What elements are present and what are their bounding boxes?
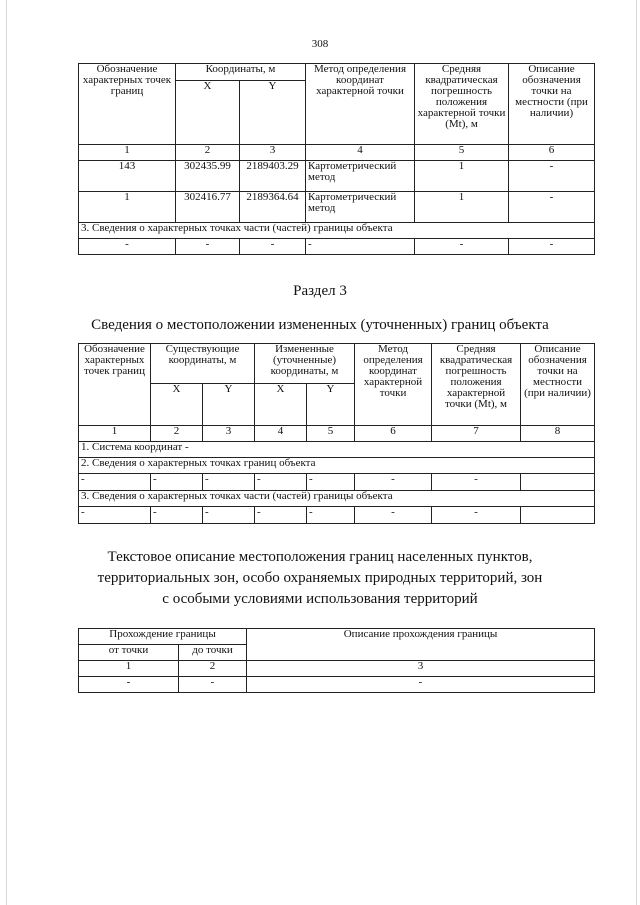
cell-empty bbox=[521, 474, 595, 491]
heading-line: с особыми условиями использования территорий bbox=[162, 591, 478, 607]
header-y: Y bbox=[307, 384, 355, 426]
column-numbers-row bbox=[79, 426, 595, 442]
col-num: 2 bbox=[179, 661, 247, 677]
cell-empty: - bbox=[255, 474, 307, 491]
cell-point: 1 bbox=[79, 192, 176, 223]
cell-x: 302435.99 bbox=[176, 161, 240, 192]
section-title: Раздел 3 bbox=[293, 283, 347, 299]
cell-empty: - bbox=[432, 507, 521, 524]
section-row: 3. Сведения о характерных точках части (частей) границы объекта bbox=[79, 223, 595, 239]
cell-empty: - bbox=[255, 507, 307, 524]
header-x: X bbox=[151, 384, 203, 426]
table-row bbox=[79, 239, 595, 255]
col-num: 1 bbox=[79, 661, 179, 677]
header-desc: Описание обозначения точки на местности (при наличии) bbox=[509, 64, 595, 145]
col-num: 1 bbox=[79, 426, 151, 442]
text-description-heading bbox=[0, 547, 640, 610]
header-point: Обозначение характерных точек границ bbox=[79, 64, 176, 145]
header-to-point: до точки bbox=[179, 645, 247, 661]
header-error: Средняя квадратическая погрешность положения характерной точки (Mt), м bbox=[432, 344, 521, 426]
header-from-point: от точки bbox=[79, 645, 179, 661]
header-passage: Прохождение границы bbox=[79, 629, 247, 645]
changed-boundaries-table bbox=[78, 343, 595, 524]
cell-empty: - bbox=[79, 677, 179, 693]
cell-desc: - bbox=[509, 161, 595, 192]
header-changed: Измененные (уточненные) координаты, м bbox=[255, 344, 355, 384]
cell-empty: - bbox=[509, 239, 595, 255]
table-row bbox=[79, 192, 595, 223]
col-num: 3 bbox=[247, 661, 595, 677]
header-existing: Существующие координаты, м bbox=[151, 344, 255, 384]
table-row bbox=[79, 474, 595, 491]
col-num: 3 bbox=[240, 145, 306, 161]
page-number: 308 bbox=[311, 38, 329, 50]
column-numbers-row bbox=[79, 145, 595, 161]
cell-empty: - bbox=[307, 507, 355, 524]
cell-empty: - bbox=[203, 474, 255, 491]
page-edge-left bbox=[6, 0, 7, 905]
col-num: 8 bbox=[521, 426, 595, 442]
boundary-description-table bbox=[78, 628, 595, 693]
header-method: Метод определения координат характерной точки bbox=[355, 344, 432, 426]
col-num: 2 bbox=[151, 426, 203, 442]
table-row bbox=[79, 507, 595, 524]
cell-empty: - bbox=[415, 239, 509, 255]
section-row: 3. Сведения о характерных точках части (частей) границы объекта bbox=[79, 491, 595, 507]
cell-empty: - bbox=[79, 474, 151, 491]
cell-empty: - bbox=[176, 239, 240, 255]
cell-method: Картометрический метод bbox=[306, 192, 415, 223]
header-error: Средняя квадратическая погрешность положения характерной точки (Mt), м bbox=[415, 64, 509, 145]
cell-point: 143 bbox=[79, 161, 176, 192]
cell-empty: - bbox=[240, 239, 306, 255]
header-method: Метод определения координат характерной точки bbox=[306, 64, 415, 145]
col-num: 6 bbox=[509, 145, 595, 161]
cell-y: 2189364.64 bbox=[240, 192, 306, 223]
col-num: 4 bbox=[255, 426, 307, 442]
cell-method: Картометрический метод bbox=[306, 161, 415, 192]
cell-x: 302416.77 bbox=[176, 192, 240, 223]
col-num: 4 bbox=[306, 145, 415, 161]
cell-empty: - bbox=[355, 507, 432, 524]
coordinate-system-row: 1. Система координат - bbox=[79, 442, 595, 458]
points-table bbox=[78, 63, 595, 255]
cell-empty: - bbox=[307, 474, 355, 491]
cell-empty: - bbox=[247, 677, 595, 693]
cell-empty: - bbox=[151, 474, 203, 491]
col-num: 7 bbox=[432, 426, 521, 442]
cell-empty: - bbox=[432, 474, 521, 491]
col-num: 6 bbox=[355, 426, 432, 442]
table-row bbox=[79, 677, 595, 693]
header-y: Y bbox=[240, 81, 306, 145]
header-x: X bbox=[176, 81, 240, 145]
cell-empty: - bbox=[79, 239, 176, 255]
header-y: Y bbox=[203, 384, 255, 426]
header-point: Обозначение характерных точек границ bbox=[79, 344, 151, 426]
cell-empty: - bbox=[79, 507, 151, 524]
header-coords: Координаты, м bbox=[176, 64, 306, 81]
heading-line: территориальных зон, особо охраняемых природных территорий, зон bbox=[97, 570, 543, 586]
col-num: 5 bbox=[307, 426, 355, 442]
header-x: X bbox=[255, 384, 307, 426]
section-row: 2. Сведения о характерных точках границ объекта bbox=[79, 458, 595, 474]
cell-empty: - bbox=[151, 507, 203, 524]
cell-error: 1 bbox=[415, 161, 509, 192]
cell-empty: - bbox=[179, 677, 247, 693]
header-description: Описание прохождения границы bbox=[247, 629, 595, 661]
cell-empty: - bbox=[355, 474, 432, 491]
cell-empty bbox=[521, 507, 595, 524]
heading-line: Текстовое описание местоположения границ населенных пунктов, bbox=[107, 549, 533, 565]
col-num: 5 bbox=[415, 145, 509, 161]
header-desc: Описание обозначения точки на местности (при наличии) bbox=[521, 344, 595, 426]
page-edge-right bbox=[636, 0, 637, 905]
section-subtitle: Сведения о местоположении измененных (уточненных) границ объекта bbox=[91, 317, 549, 333]
col-num: 2 bbox=[176, 145, 240, 161]
column-numbers-row bbox=[79, 661, 595, 677]
col-num: 3 bbox=[203, 426, 255, 442]
cell-error: 1 bbox=[415, 192, 509, 223]
col-num: 1 bbox=[79, 145, 176, 161]
cell-empty: - bbox=[306, 239, 415, 255]
table-row bbox=[79, 161, 595, 192]
cell-empty: - bbox=[203, 507, 255, 524]
cell-desc: - bbox=[509, 192, 595, 223]
cell-y: 2189403.29 bbox=[240, 161, 306, 192]
